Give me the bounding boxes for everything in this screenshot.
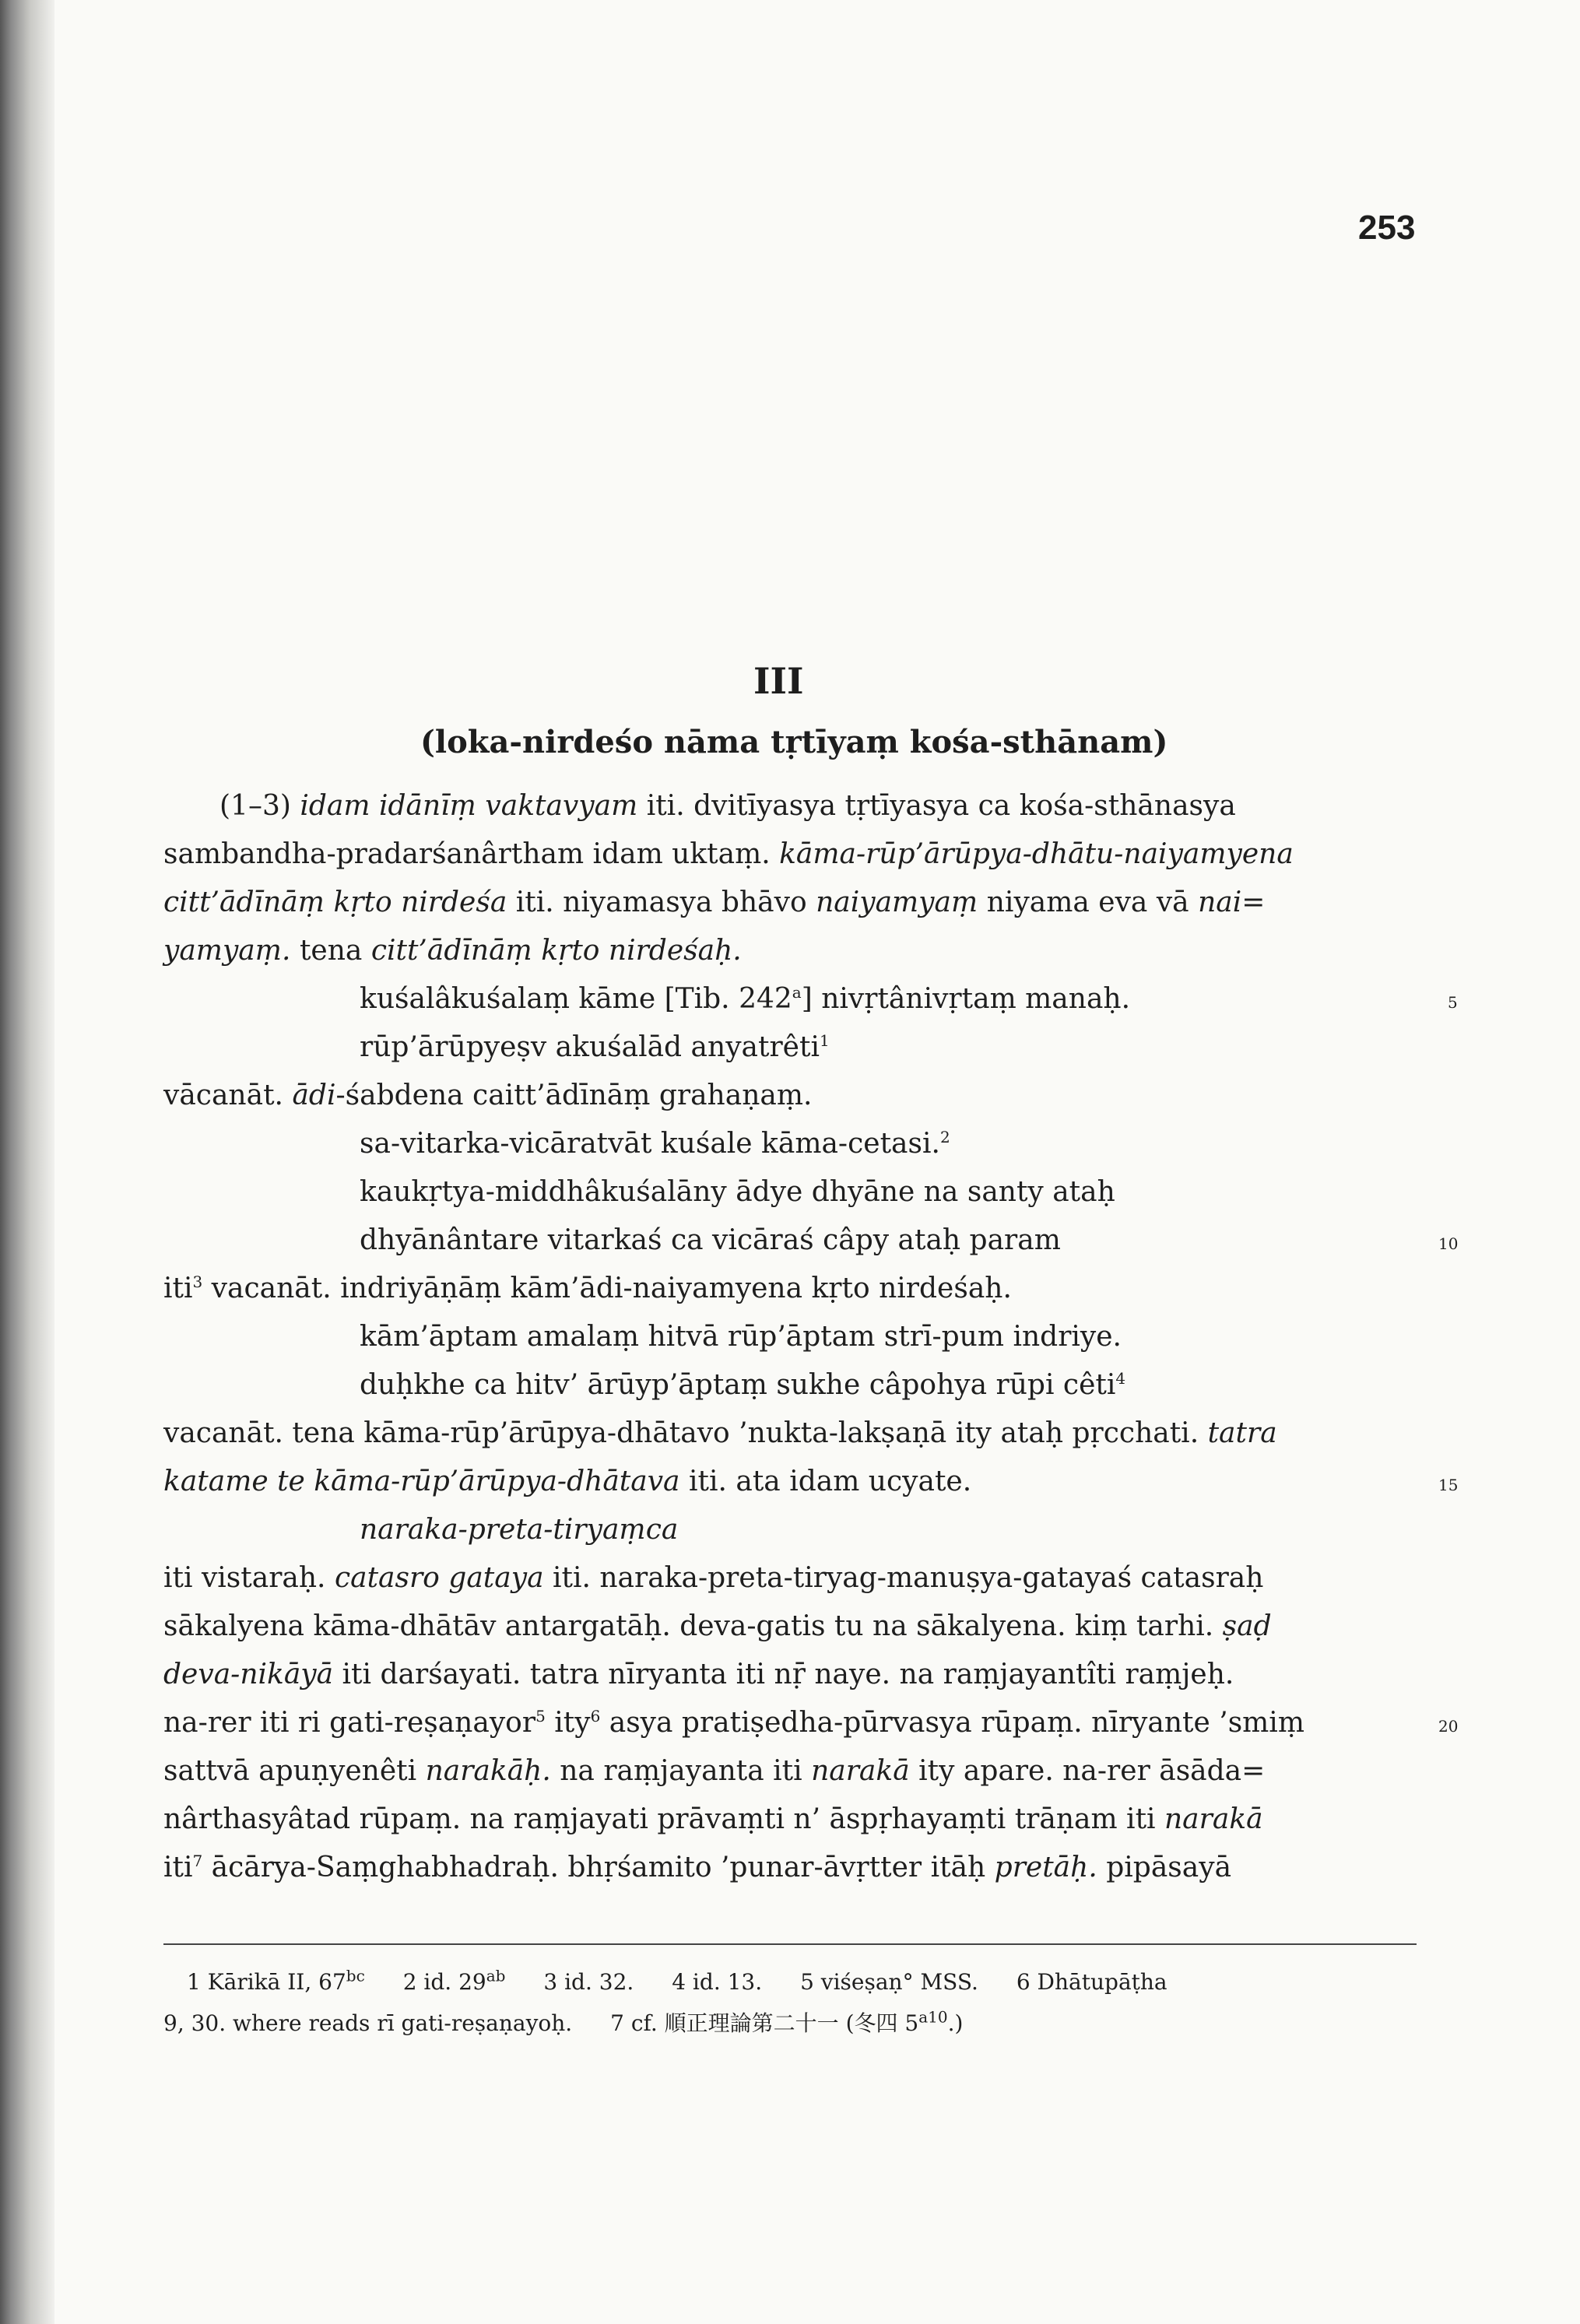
line-number: 5 <box>1448 993 1458 1012</box>
text-line: iti$^3$ vacanāt. indriyāṇāṃ kām’ādi-naiyamyena kṛto nirdeśaḥ. <box>163 1273 1012 1304</box>
footnote-7: 7 cf. 順正理論第二十一 (冬四 5 <box>610 2010 919 2036</box>
footnote-1: 1 Kārikā II, 67 <box>187 1969 346 1995</box>
footnote-2: 2 id. 29 <box>402 1969 486 1995</box>
text-line: sākalyena kāma-dhātāv antargatāḥ. deva-gatis tu na sākalyena. kiṃ tarhi. ṣaḍ <box>163 1610 1272 1642</box>
text-line: yamyaṃ. tena citt’ādīnāṃ kṛto nirdeśaḥ. <box>163 935 742 967</box>
text-line: nârthasyâtad rūpaṃ. na raṃjayati prāvaṃti n’ āspṛhayaṃti trāṇam iti narakā <box>163 1803 1263 1835</box>
verse-line: naraka-preta-tiryaṃca <box>360 1514 679 1546</box>
text-line: vacanāt. tena kāma-rūp’ārūpya-dhātavo ’nukta-lakṣaṇā ity ataḥ pṛcchati. tatra <box>163 1417 1277 1449</box>
line-number: 10 <box>1438 1234 1459 1253</box>
text-line: sambandha-pradarśanârtham idam uktaṃ. kāma-rūp’ārūpya-dhātu-naiyamyena <box>163 838 1294 870</box>
binding-shadow <box>0 0 54 2324</box>
chapter-numeral: III <box>753 660 804 702</box>
verse-line: kām’āptam amalaṃ hitvā rūp’āptam strī-pum indriye. <box>360 1321 1122 1353</box>
text-line: deva-nikāyā iti darśayati. tatra nīryanta iti nṝ naye. na raṃjayantîti raṃjeḥ. <box>163 1659 1234 1690</box>
verse-line: sa-vitarka-vicāratvāt kuśale kāma-cetasi.$^2$ <box>360 1128 950 1160</box>
text-line: (1–3) idam idānīṃ vaktavyam iti. dvitīyasya tṛtīyasya ca kośa-sthānasya <box>219 790 1236 822</box>
footnote-6-continued: 9, 30. where reads rī gati-reṣaṇayoḥ. <box>163 2010 573 2036</box>
text-line: vācanāt. ādi-śabdena caitt’ādīnāṃ grahaṇaṃ. <box>163 1080 813 1111</box>
footnote-4: 4 id. 13. <box>672 1969 763 1995</box>
verse-line: dhyānântare vitarkaś ca vicāraś câpy ataḥ param <box>360 1224 1061 1256</box>
text-line: iti vistaraḥ. catasro gataya iti. naraka-preta-tiryag-manuṣya-gatayaś catasraḥ <box>163 1562 1264 1594</box>
footnote-line: 1 Kārikā II, $67^{bc}$ 2 id. $29^{ab}$ 3 id. 32. 4 id. 13. 5 viśeṣaṇ° MSS. 6 Dhātupāṭha <box>187 1966 1167 1995</box>
verse-line: duḥkhe ca hitv’ ārūyp’āptaṃ sukhe câpohya rūpi cêti$^4$ <box>360 1369 1126 1401</box>
footnote-line: 9, 30. where reads rī gati-reṣaṇayoḥ. 7 cf. 順正理論第二十一 (冬四 $5^{a10}$.) <box>163 2007 964 2036</box>
text-line: citt’ādīnāṃ kṛto nirdeśa iti. niyamasya bhāvo naiyamyaṃ niyama eva vā nai= <box>163 886 1266 918</box>
page-number: 253 <box>1358 209 1416 247</box>
chapter-title: (loka-nirdeśo nāma tṛtīyaṃ kośa-sthānam) <box>420 724 1168 760</box>
footnote-rule <box>163 1943 1417 1945</box>
text-line: katame te kāma-rūp’ārūpya-dhātava iti. ata idam ucyate. <box>163 1466 972 1497</box>
verse-line: kuśalâkuśalaṃ kāme [Tib. 242$^a$] nivṛtânivṛtaṃ manaḥ. <box>360 983 1131 1015</box>
footnote-5: 5 viśeṣaṇ° MSS. <box>800 1969 978 1995</box>
text-line: na-rer iti ri gati-reṣaṇayor$^5$ ity$^6$ asya pratiṣedha-pūrvasya rūpaṃ. nīryante ’smiṃ <box>163 1707 1304 1739</box>
verse-line: kaukṛtya-middhâkuśalāny ādye dhyāne na santy ataḥ <box>360 1176 1115 1208</box>
text-line: iti$^7$ ācārya-Saṃghabhadraḥ. bhṛśamito ’punar-āvṛtter itāḥ pretāḥ. pipāsayā <box>163 1852 1232 1883</box>
line-number: 20 <box>1438 1717 1459 1736</box>
line-number: 15 <box>1438 1476 1459 1494</box>
verse-line: rūp’ārūpyeṣv akuśalād anyatrêti$^1$ <box>360 1031 830 1063</box>
text-line: sattvā apuṇyenêti narakāḥ. na raṃjayanta iti narakā ity apare. na-rer āsāda= <box>163 1755 1266 1787</box>
footnote-6: 6 Dhātupāṭha <box>1016 1969 1167 1995</box>
footnote-3: 3 id. 32. <box>543 1969 634 1995</box>
